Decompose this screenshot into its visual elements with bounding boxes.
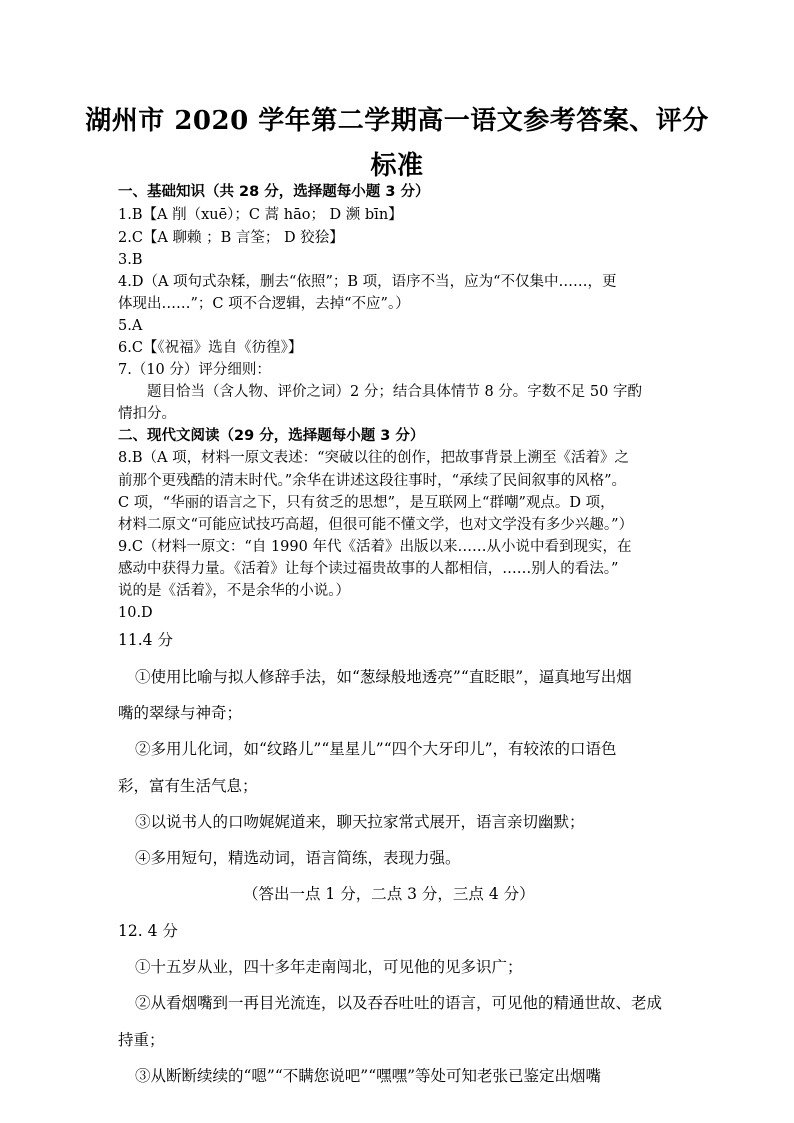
answer-point: 彩，富有生活气息； [118, 777, 258, 795]
answer-line: 6.C【《祝福》选自《彷徨》】 [118, 340, 303, 356]
answer-line: 体现出……”；C 项不合逻辑，去掉“不应”。） [118, 296, 410, 312]
answer-line: 感动中获得力量。《活着》让每个读过福贵故事的人都相信，……别人的看法。” [118, 561, 619, 577]
answer-point: ①十五岁从业，四十多年走南闯北，可见他的见多识广； [135, 958, 523, 976]
answer-line: 2.C【A 聊赖 ；B 言筌； D 狡狯】 [118, 230, 344, 246]
answer-point: ④多用短句，精选动词，语言简练，表现力强。 [135, 849, 461, 867]
answer-line: 10.D [118, 605, 153, 621]
answer-line: 3.B [118, 252, 143, 268]
document-title-line1: 湖州市 2020 学年第二学期高一语文参考答案、评分 [85, 106, 709, 136]
answer-line: 前那个更残酷的清末时代。”余华在讲述这段往事时，“承续了民间叙事的风格”。 [118, 473, 626, 489]
answer-line: 题目恰当（含人物、评价之词）2 分；结合具体情节 8 分。字数不足 50 字酌 [147, 384, 642, 400]
answer-line: 说的是《活着》，不是余华的小说。） [118, 583, 350, 599]
answer-line: 7.（10 分）评分细则： [118, 362, 271, 378]
answer-point: ②从看烟嘴到一再目光流连，以及吞吞吐吐的语言，可见他的精通世故、老成 [135, 994, 663, 1012]
answer-line: 8.B（A 项，材料一原文表述：“突破以往的创作，把故事背景上溯至《活着》之 [118, 450, 629, 466]
answer-point: ①使用比喻与拟人修辞手法，如“葱绿般地透亮”“直眨眼”，逼真地写出烟 [135, 668, 632, 686]
document-title-line2: 标准 [370, 151, 424, 181]
answer-line: 9.C（材料一原文：“自 1990 年代《活着》出版以来……从小说中看到现实，在 [118, 539, 632, 555]
answer-point: ③从断断续续的“嗯”“不瞒您说吧”“嘿嘿”等处可知老张已鉴定出烟嘴 [135, 1067, 602, 1085]
answer-point: 持重； [118, 1031, 165, 1049]
answer-line: 材料二原文“可能应试技巧高超，但很可能不懂文学，也对文学没有多少兴趣。”） [118, 517, 634, 533]
answer-line: 情扣分。 [118, 406, 176, 422]
answer-point: ②多用儿化词，如“纹路儿”“星星儿”“四个大牙印儿”，有较浓的口语色 [135, 740, 617, 758]
section-heading: 二、现代文阅读（29 分，选择题每小题 3 分） [118, 428, 425, 444]
answer-line: 1.B【A 削（xuē）；C 蒿 hāo； D 濒 bīn】 [118, 207, 403, 223]
section-heading: 一、基础知识（共 28 分，选择题每小题 3 分） [118, 184, 430, 200]
answer-point: ③以说书人的口吻娓娓道来，聊天拉家常式展开，语言亲切幽默； [135, 813, 585, 831]
answer-line: 11.4 分 [118, 631, 173, 649]
answer-line: 5.A [118, 318, 143, 334]
answer-line: 12. 4 分 [118, 922, 178, 940]
scoring-note: （答出一点 1 分，二点 3 分，三点 4 分） [243, 885, 535, 903]
answer-line: C 项，“华丽的语言之下，只有贫乏的思想”，是互联网上“群嘲”观点。D 项， [118, 495, 615, 511]
answer-line: 4.D（A 项句式杂糅，删去“依照”；B 项，语序不当，应为“不仅集中……，更 [118, 274, 617, 290]
answer-point: 嘴的翠绿与神奇； [118, 704, 243, 722]
